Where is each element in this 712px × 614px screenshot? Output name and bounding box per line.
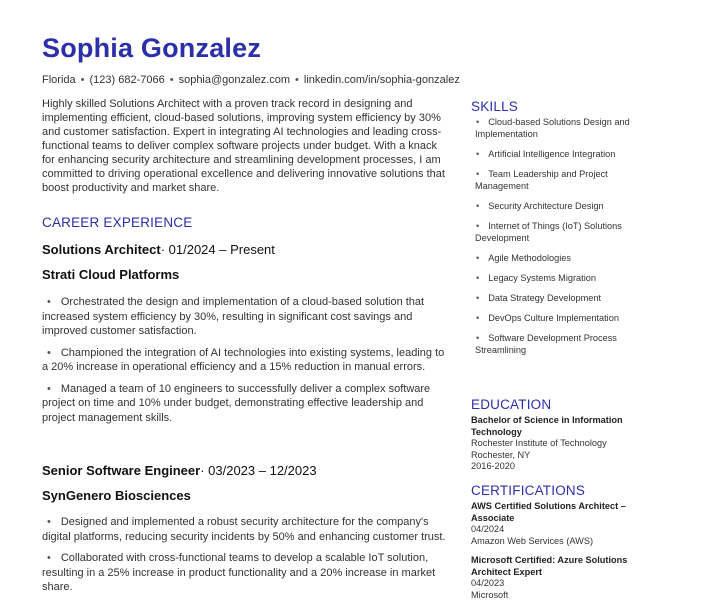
contact-separator: • [295,74,299,86]
skill-item: • Team Leadership and Project Management [475,168,641,192]
skill-item: • Security Architecture Design [475,200,641,212]
professional-summary: Highly skilled Solutions Architect with a proven track record in designing and implementing efficient, cloud-based solutions, improving system efficiency by 30% and customer satisfaction. Expert in integrating AI technologies and leading cross-functional teams to deliver complex software projects under budget. With a knack for enhancing security architecture and streamlining development processes, I am committed to driving operational excellence and delivering innovative solutions that boost productivity and market share. [42,98,445,194]
certification [471,555,641,601]
education-heading: EDUCATION [471,397,552,412]
contact-email: sophia@gonzalez.com [178,74,291,86]
skills-list [471,116,641,356]
contact-separator: • [169,74,174,86]
skill-item: • Internet of Things (IoT) Solutions Development [475,220,641,244]
skill-item: • Cloud-based Solutions Design and Implementation [475,116,641,140]
contact-phone: (123) 682-7066 [89,74,165,86]
school: Rochester Institute of Technology [471,438,607,448]
contact-linkedin: linkedin.com/in/sophia-gonzalez [303,74,460,86]
skill-item: • Agile Methodologies [475,252,641,264]
certification-issuer: Amazon Web Services (AWS) [471,535,594,546]
job-bullet: • Designed and implemented a robust security architecture for the company's digital platforms, reducing security incidents by 50% and enhancing customer trust. [42,515,446,544]
company-name: SynGenero Biosciences [42,488,191,503]
job-bullets [42,515,446,602]
skills-section [471,116,641,364]
contact-separator: • [80,74,85,86]
education-section [471,415,641,473]
education-dates: 2016-2020 [471,461,515,471]
certification-title: Microsoft Certified: Azure Solutions Architect Expert [471,555,628,577]
skills-heading: SKILLS [471,99,518,114]
job-bullet: • Collaborated with cross-functional teams to develop a scalable IoT solution, resulting in a 25% increase in product functionality and a 20% increase in market share. [42,551,446,595]
job-title-line [42,463,317,478]
job-bullet: • Orchestrated the design and implementation of a cloud-based solution that increased system efficiency by 30%, resulting in significant cost savings and improved customer satisfaction. [42,295,446,339]
skill-item: • Software Development Process Streamlining [475,332,641,356]
certification [471,501,641,547]
certifications-section [471,501,641,609]
job-bullet: • Managed a team of 10 engineers to successfully deliver a complex software project on time and 10% under budget, demonstrating effective leadership and project management skills. [42,382,446,426]
job-title-line [42,242,275,257]
certifications-heading: CERTIFICATIONS [471,483,586,498]
company-name: Strati Cloud Platforms [42,267,180,282]
contact-location: Florida [42,74,76,86]
certification-issuer: Microsoft [471,589,509,600]
job-bullets [42,295,446,432]
job-title: Senior Software Engineer [42,463,201,478]
certification-title: AWS Certified Solutions Architect – Associate [471,501,626,523]
resume-name: Sophia Gonzalez [42,33,262,63]
degree: Bachelor of Science in Information Technology [471,415,623,437]
skill-item: • Artificial Intelligence Integration [475,148,641,160]
job-dates: · 01/2024 – Present [160,242,275,257]
school-location: Rochester, NY [471,449,531,460]
job-bullet: • Championed the integration of AI technologies into existing systems, leading to a 20% increase in operational efficiency and a 15% reduction in manual errors. [42,346,446,375]
skill-item: • Data Strategy Development [475,292,641,304]
career-experience-heading: CAREER EXPERIENCE [42,215,193,230]
job-title: Solutions Architect [42,242,161,257]
skill-item: • DevOps Culture Implementation [475,312,641,324]
certification-date: 04/2024 [471,524,505,534]
job-dates: · 03/2023 – 12/2023 [200,463,317,478]
skill-item: • Legacy Systems Migration [475,272,641,284]
contact-line [42,74,460,86]
certification-date: 04/2023 [471,578,505,588]
